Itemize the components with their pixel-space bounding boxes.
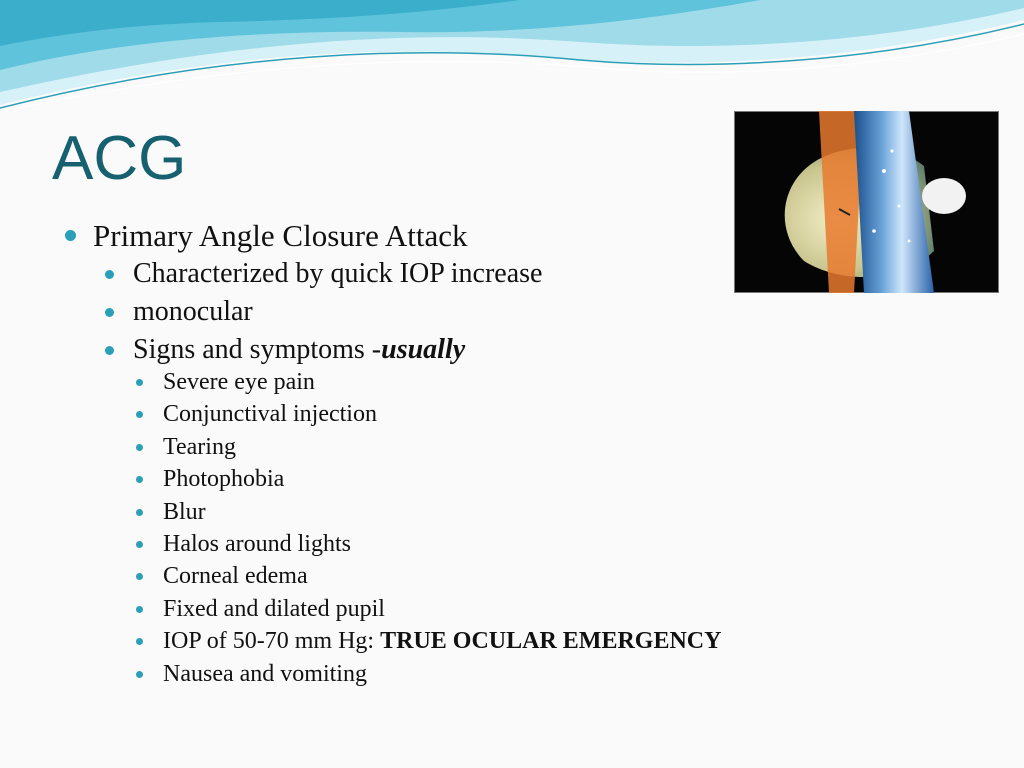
sub-bullet-iop-increase bbox=[105, 255, 721, 293]
bullet-list bbox=[65, 217, 721, 690]
symptom-text: Blur bbox=[163, 498, 206, 525]
symptom-item bbox=[136, 496, 721, 528]
symptom-text: Photophobia bbox=[163, 466, 285, 493]
emphasis-emergency: TRUE OCULAR EMERGENCY bbox=[380, 628, 722, 655]
symptom-item bbox=[136, 593, 721, 625]
symptom-text: Severe eye pain bbox=[163, 369, 315, 395]
symptom-text: Halos around lights bbox=[163, 531, 351, 558]
sub-bullet-signs-symptoms bbox=[105, 331, 721, 690]
symptom-text: Conjunctival injection bbox=[163, 401, 377, 428]
symptom-item bbox=[136, 658, 721, 690]
symptom-item bbox=[136, 431, 721, 463]
emphasis-usually: usually bbox=[381, 334, 466, 365]
symptom-text: Fixed and dilated pupil bbox=[163, 595, 385, 622]
slit-lamp-eye-photo bbox=[734, 111, 999, 293]
slide-title: ACG bbox=[52, 124, 187, 193]
sub-bullet-text: monocular bbox=[133, 296, 253, 327]
symptom-text: IOP of 50-70 mm Hg: bbox=[163, 628, 381, 655]
symptom-item bbox=[136, 560, 721, 592]
symptom-item bbox=[136, 528, 721, 560]
sub-bullet-text: Signs and symptoms - bbox=[133, 334, 382, 365]
symptom-item bbox=[136, 398, 721, 430]
symptom-text: Nausea and vomiting bbox=[163, 660, 367, 687]
bullet-text: Primary Angle Closure Attack bbox=[93, 218, 468, 253]
symptom-text: Corneal edema bbox=[163, 563, 308, 590]
symptom-text: Tearing bbox=[163, 433, 236, 460]
symptom-item bbox=[136, 463, 721, 495]
sub-bullet-list bbox=[105, 255, 721, 690]
bullet-primary-angle-closure bbox=[65, 217, 721, 690]
symptom-list bbox=[136, 366, 721, 690]
symptom-item bbox=[136, 625, 721, 657]
sub-bullet-monocular bbox=[105, 293, 721, 331]
symptom-item bbox=[136, 366, 721, 398]
sub-bullet-text: Characterized by quick IOP increase bbox=[133, 258, 543, 289]
